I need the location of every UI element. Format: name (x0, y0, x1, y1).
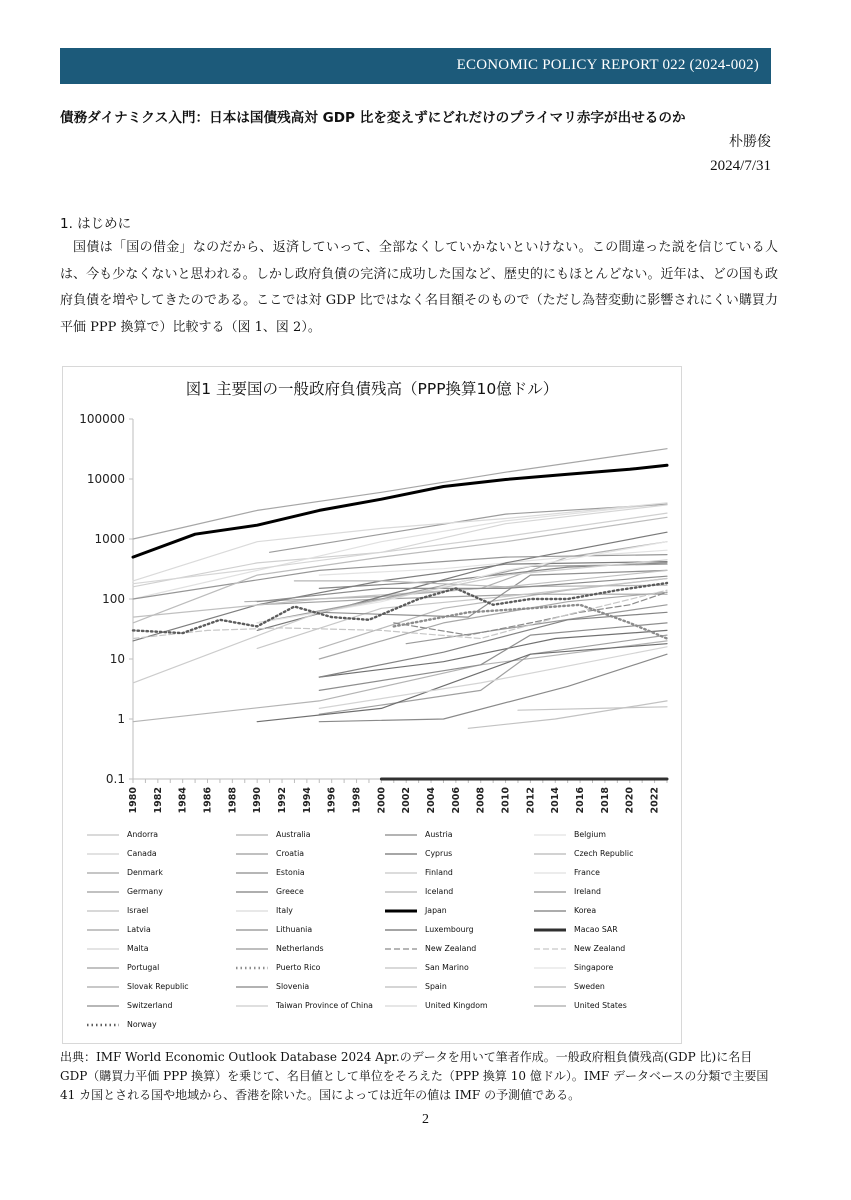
legend-item (532, 925, 682, 939)
y-tick-label: 1 (117, 712, 125, 726)
legend-item (234, 1001, 384, 1015)
legend-label: Japan (425, 906, 447, 915)
legend-item (532, 963, 682, 977)
legend-item (532, 982, 682, 996)
legend-label: Greece (276, 887, 304, 896)
legend-item (383, 830, 533, 844)
legend-swatch (532, 889, 568, 895)
legend-swatch (234, 870, 270, 876)
legend-label: Portugal (127, 963, 160, 972)
series-line-canada (133, 513, 667, 587)
legend-swatch (234, 851, 270, 857)
legend-item (234, 944, 384, 958)
legend-item (85, 925, 235, 939)
legend-item (383, 963, 533, 977)
legend-swatch (383, 908, 419, 914)
y-tick-label: 1000 (94, 532, 125, 546)
legend-label: Canada (127, 849, 157, 858)
legend-label: France (574, 868, 600, 877)
legend-item (85, 963, 235, 977)
legend-label: Czech Republic (574, 849, 634, 858)
intro-paragraph: 国債は「国の借金」なのだから、返済していって、全部なくしていかないといけない。この間違った説を信じている人は、今も少なくないと思われる。しかし政府負債の完済に成功した国など、歴史的にもほとんどない。近年は、どの国も政府負債を増やしてきたのである。ここでは対 GDP 比ではなく名目額そのもので（ただし為替変動に影響されにくい購買力平価 PPP 換算で）比較する（図 1、図 2）。 (60, 240, 778, 335)
legend-item (383, 849, 533, 863)
legend-label: Spain (425, 982, 447, 991)
legend-label: Malta (127, 944, 149, 953)
legend-label: Austria (425, 830, 453, 839)
x-tick-label: 2012 (525, 787, 537, 814)
legend-label: Israel (127, 906, 149, 915)
legend-item (532, 1001, 682, 1015)
legend-swatch (383, 1003, 419, 1009)
legend-label: Finland (425, 868, 453, 877)
legend-label: Croatia (276, 849, 305, 858)
legend-swatch (85, 946, 121, 952)
legend-swatch (532, 1003, 568, 1009)
x-tick-label: 1984 (177, 787, 189, 814)
legend-label: Macao SAR (574, 925, 618, 934)
legend-item (85, 830, 235, 844)
legend-item (85, 868, 235, 882)
y-tick-label: 10 (109, 652, 125, 666)
legend-swatch (383, 946, 419, 952)
legend-item (383, 868, 533, 882)
legend-swatch (383, 927, 419, 933)
x-tick-label: 1982 (152, 787, 164, 814)
legend-swatch (85, 965, 121, 971)
legend-item (532, 906, 682, 920)
legend-label: Korea (574, 906, 597, 915)
legend-swatch (532, 984, 568, 990)
legend-item (234, 982, 384, 996)
legend-swatch (383, 832, 419, 838)
x-tick-label: 1990 (252, 787, 264, 814)
legend-swatch (383, 889, 419, 895)
paper-title: 債務ダイナミクス入門：日本は国債残高対 GDP 比を変えずにどれだけのプライマリ赤字が出せるのか (60, 110, 686, 126)
x-tick-label: 1998 (351, 787, 363, 814)
legend-label: Sweden (574, 982, 605, 991)
figure-source-note: 出典：IMF World Economic Outlook Database 2024 Apr.のデータを用いて筆者作成。一般政府粗負債残高(GDP 比)に名目 GDP（購買力平価 PPP 換算）を乗じて、名目値として単位をそろえた（PPP 換算 10 億ドル）。IMF データベースの分類で主要国 41 カ国とされる国や地域から、香港を除いた。国によっては近年の値は IMF の予測値である。 (60, 1050, 769, 1102)
legend-swatch (532, 965, 568, 971)
series-line-malta (319, 647, 667, 709)
legend-label: New Zealand (425, 944, 477, 953)
figure-1 (62, 366, 682, 1044)
series-line-sweden (294, 581, 667, 587)
x-tick-label: 2002 (401, 787, 413, 814)
legend-item (383, 944, 533, 958)
legend-swatch (383, 870, 419, 876)
legend-item (234, 963, 384, 977)
legend-swatch (234, 984, 270, 990)
x-tick-label: 1986 (202, 787, 214, 814)
x-tick-label: 2010 (500, 787, 512, 814)
legend-item (85, 887, 235, 901)
legend-item (234, 887, 384, 901)
legend-swatch (383, 851, 419, 857)
legend-item (85, 849, 235, 863)
series-line-united-states (133, 449, 667, 539)
x-tick-label: 2020 (624, 787, 636, 814)
legend-swatch (234, 946, 270, 952)
chart-plot (63, 367, 681, 827)
legend-swatch (234, 832, 270, 838)
legend-swatch (85, 1003, 121, 1009)
section-heading: 1. はじめに (60, 216, 132, 232)
legend-label: Singapore (574, 963, 614, 972)
x-tick-label: 1980 (128, 787, 139, 814)
legend-swatch (234, 889, 270, 895)
legend-swatch (383, 984, 419, 990)
legend-label: Andorra (127, 830, 159, 839)
legend-item (532, 849, 682, 863)
series-line-latvia (319, 635, 667, 714)
legend-swatch (234, 927, 270, 933)
legend-label: Lithuania (276, 925, 313, 934)
legend-label: Slovenia (276, 982, 310, 991)
legend-label: San Marino (425, 963, 469, 972)
legend-item (532, 868, 682, 882)
legend-swatch (532, 851, 568, 857)
legend-label: United States (574, 1001, 627, 1010)
legend-label: Slovak Republic (127, 982, 189, 991)
legend-item (234, 868, 384, 882)
legend-item (85, 906, 235, 920)
chart-title: 図1 主要国の一般政府負債残高（PPP換算10億ドル） (185, 380, 559, 398)
legend-label: Latvia (127, 925, 151, 934)
report-id: ECONOMIC POLICY REPORT 022 (2024-002) (456, 57, 759, 73)
x-tick-label: 1992 (277, 787, 289, 814)
series-line-andorra (518, 707, 667, 710)
legend-swatch (532, 870, 568, 876)
legend-label: Taiwan Province of China (276, 1001, 373, 1010)
legend-swatch (85, 1022, 121, 1028)
legend-label: Puerto Rico (276, 963, 321, 972)
legend-item (532, 887, 682, 901)
legend-swatch (85, 832, 121, 838)
legend-label: Norway (127, 1020, 157, 1029)
legend-item (234, 849, 384, 863)
x-tick-label: 1994 (301, 787, 313, 814)
x-tick-label: 2004 (426, 787, 438, 814)
legend-item (234, 925, 384, 939)
report-header-banner (60, 48, 771, 84)
series-line-luxembourg (257, 644, 667, 722)
legend-label: United Kingdom (425, 1001, 488, 1010)
legend-label: Denmark (127, 868, 163, 877)
legend-item (383, 982, 533, 996)
x-tick-label: 2008 (475, 787, 487, 814)
legend-swatch (532, 908, 568, 914)
x-tick-label: 2006 (450, 787, 462, 814)
legend-item (532, 944, 682, 958)
x-tick-label: 1988 (227, 787, 239, 814)
legend-item (234, 830, 384, 844)
series-line-france (133, 504, 667, 600)
y-tick-label: 100 (102, 592, 125, 606)
series-line-croatia (406, 605, 667, 644)
legend-label: New Zealand (574, 944, 626, 953)
page-number: 2 (422, 1112, 429, 1127)
legend-swatch (85, 851, 121, 857)
x-tick-label: 2000 (376, 787, 388, 814)
legend-swatch (85, 927, 121, 933)
x-tick-label: 2014 (550, 787, 562, 814)
y-tick-label: 10000 (86, 472, 125, 486)
author: 朴勝俊 (729, 134, 771, 150)
legend-swatch (234, 908, 270, 914)
legend-item (85, 1020, 235, 1034)
legend-label: Belgium (574, 830, 606, 839)
legend-label: Luxembourg (425, 925, 474, 934)
legend-label: Netherlands (276, 944, 324, 953)
legend-item (383, 1001, 533, 1015)
legend-item (383, 906, 533, 920)
legend-item (383, 887, 533, 901)
legend-swatch (383, 965, 419, 971)
publication-date: 2024/7/31 (710, 158, 771, 174)
legend-item (532, 830, 682, 844)
legend-swatch (532, 927, 568, 933)
legend-label: Italy (276, 906, 293, 915)
legend-item (234, 906, 384, 920)
legend-item (383, 925, 533, 939)
legend-label: Estonia (276, 868, 305, 877)
x-tick-label: 1996 (326, 787, 338, 814)
legend-swatch (85, 984, 121, 990)
legend-swatch (85, 889, 121, 895)
legend-item (85, 1001, 235, 1015)
legend-swatch (85, 908, 121, 914)
y-tick-label: 0.1 (105, 772, 125, 786)
x-tick-label: 2016 (575, 787, 587, 814)
x-tick-label: 2018 (599, 787, 611, 814)
x-tick-label: 2022 (649, 787, 661, 814)
legend-item (85, 982, 235, 996)
legend-swatch (85, 870, 121, 876)
legend-label: Switzerland (127, 1001, 173, 1010)
legend-label: Ireland (574, 887, 601, 896)
legend-swatch (234, 965, 270, 971)
legend-swatch (532, 832, 568, 838)
legend-label: Iceland (425, 887, 454, 896)
legend-swatch (532, 946, 568, 952)
legend-label: Australia (276, 830, 311, 839)
legend-item (85, 944, 235, 958)
series-line-cyprus (319, 630, 667, 677)
y-tick-label: 100000 (79, 412, 125, 426)
legend-label: Germany (127, 887, 163, 896)
series-line-estonia (319, 654, 667, 722)
legend-swatch (234, 1003, 270, 1009)
legend-label: Cyprus (425, 849, 453, 858)
